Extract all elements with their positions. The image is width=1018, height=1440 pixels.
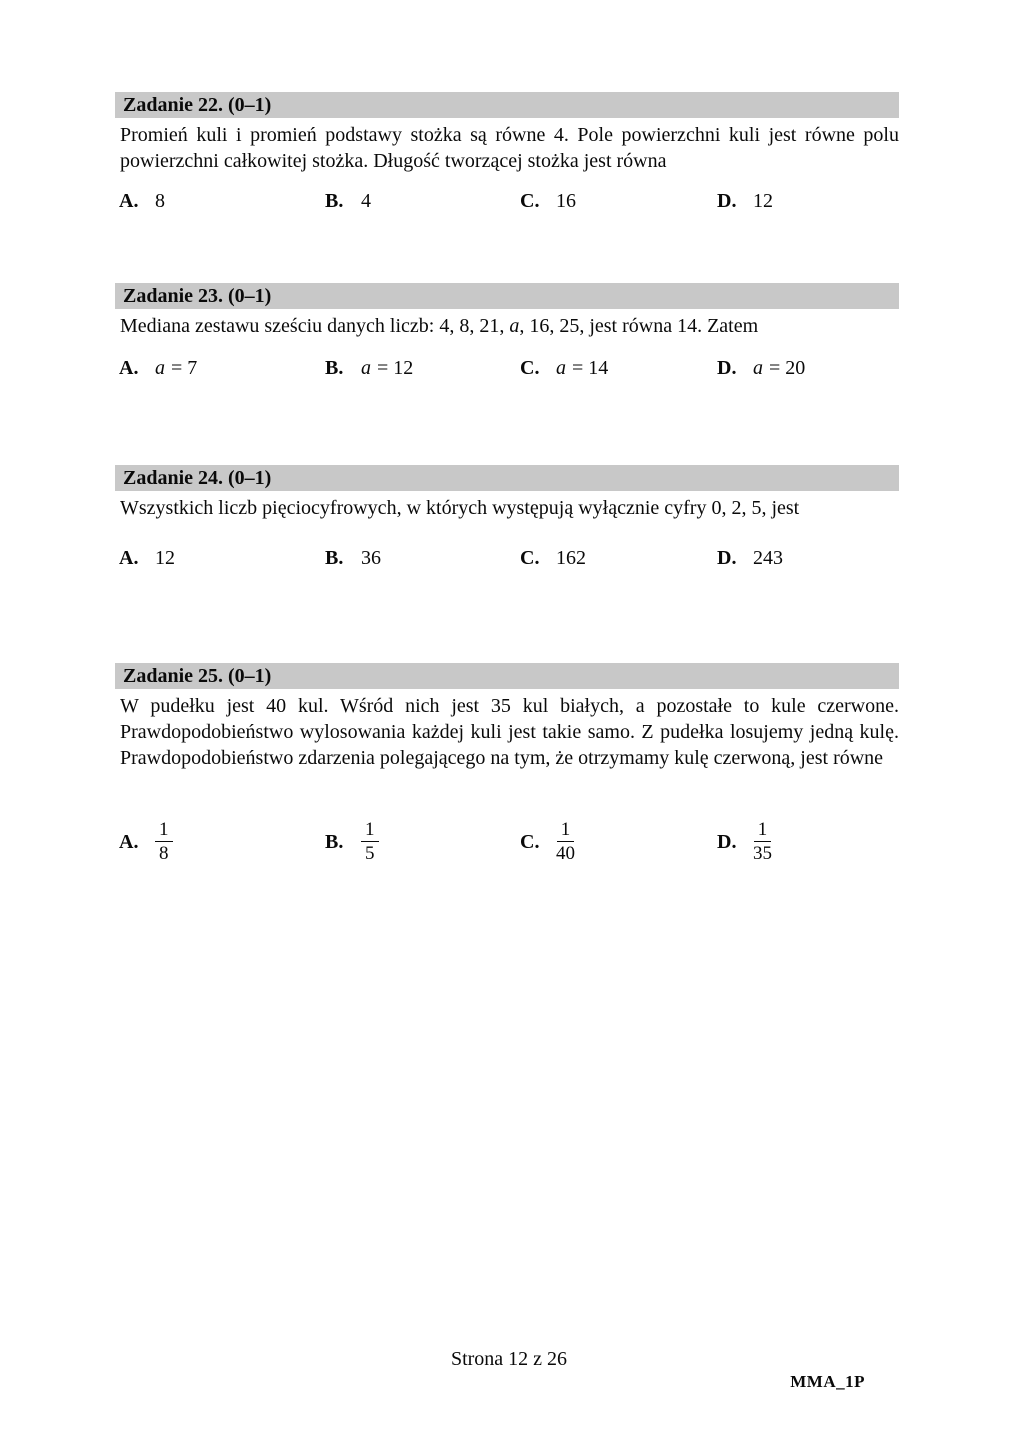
task-25-body: W pudełku jest 40 kul. Wśród nich jest 35 kul białych, a pozostałe to kule czerwone. Prawdopodobieństwo wylosowania każdej kuli jest takie samo. Z pudełka losujemy jedną kulę. Prawdopodobieństwo zdarzenia polegającego na tym, że otrzymamy kulę czerwoną, jest równe	[120, 695, 899, 769]
task-23-title: Zadanie 23. (0–1)	[123, 285, 272, 307]
task-22-header-bar	[115, 92, 899, 118]
answer-value: = 14	[572, 357, 609, 379]
variable-a: a	[753, 357, 763, 379]
answer-letter: B.	[325, 547, 344, 569]
fraction-numerator: 1	[557, 819, 575, 842]
answer-letter: C.	[520, 547, 540, 569]
task-25-answer-a	[119, 819, 173, 864]
answer-value: 162	[556, 547, 586, 569]
task-22-answer-b	[325, 189, 371, 213]
fraction-numerator: 1	[361, 819, 379, 842]
task-23-body	[115, 313, 899, 339]
task-23-answers-row	[115, 356, 899, 412]
fraction-denominator: 35	[753, 843, 772, 864]
task-25-header-bar	[115, 663, 899, 689]
variable-a: a	[509, 315, 520, 337]
answer-value: 12	[155, 547, 175, 569]
answer-letter: A.	[119, 830, 139, 853]
answer-value: = 7	[171, 357, 198, 379]
task-22	[115, 92, 899, 227]
answer-letter: D.	[717, 830, 737, 853]
task-24-body: Wszystkich liczb pięciocyfrowych, w których występują wyłącznie cyfry 0, 2, 5, jest	[120, 497, 800, 519]
answer-value: 243	[753, 547, 783, 569]
fraction-numerator: 1	[754, 819, 772, 842]
fraction	[361, 819, 379, 864]
answer-value: 8	[155, 190, 165, 212]
task-23-header-bar	[115, 283, 899, 309]
task-24-answer-c	[520, 546, 586, 570]
answer-letter: D.	[717, 547, 737, 569]
task-25-answer-c	[520, 819, 575, 864]
fraction-numerator: 1	[155, 819, 173, 842]
answer-value: 36	[361, 547, 381, 569]
task-25-title: Zadanie 25. (0–1)	[123, 665, 272, 687]
answer-letter: C.	[520, 190, 540, 212]
task-25-answer-b	[325, 819, 379, 864]
variable-a: a	[155, 357, 165, 379]
answer-letter: B.	[325, 830, 344, 853]
answer-value: = 20	[769, 357, 806, 379]
task-24-answer-a	[119, 546, 175, 570]
answer-value: 12	[753, 190, 773, 212]
task-24-answer-d	[717, 546, 783, 570]
task-24	[115, 465, 899, 580]
answer-value: 4	[361, 190, 371, 212]
task-24-answer-b	[325, 546, 381, 570]
answer-letter: C.	[520, 357, 540, 379]
variable-a: a	[556, 357, 566, 379]
fraction-denominator: 8	[159, 843, 169, 864]
answer-letter: A.	[119, 547, 139, 569]
answer-letter: B.	[325, 190, 344, 212]
fraction	[155, 819, 173, 864]
body-text: Mediana zestawu sześciu danych liczb: 4, 8, 21,	[120, 315, 510, 337]
task-25	[115, 663, 899, 883]
task-22-answer-c	[520, 189, 576, 213]
task-23-answer-b	[325, 356, 413, 380]
answer-letter: D.	[717, 190, 737, 212]
task-22-answer-d	[717, 189, 773, 213]
task-22-body: Promień kuli i promień podstawy stożka są równe 4. Pole powierzchni kuli jest równe polu powierzchni całkowitej stożka. Długość tworzącej stożka jest równa	[120, 124, 899, 172]
page-number: Strona 12 z 26	[450, 1348, 568, 1370]
answer-value: = 12	[377, 357, 414, 379]
task-23	[115, 283, 899, 393]
task-24-title: Zadanie 24. (0–1)	[123, 467, 272, 489]
task-25-answer-d	[717, 819, 772, 864]
task-22-answer-a	[119, 189, 165, 213]
body-text: , 16, 25, jest równa 14. Zatem	[519, 315, 759, 337]
answer-letter: C.	[520, 830, 540, 853]
answer-letter: A.	[119, 357, 139, 379]
fraction-denominator: 5	[365, 843, 375, 864]
answer-letter: D.	[717, 357, 737, 379]
task-22-answers-row	[115, 189, 899, 245]
task-25-answers-row	[115, 819, 899, 875]
answer-letter: A.	[119, 190, 139, 212]
fraction	[753, 819, 772, 864]
task-23-answer-d	[717, 356, 805, 380]
variable-a: a	[361, 357, 371, 379]
fraction	[556, 819, 575, 864]
task-23-answer-c	[520, 356, 608, 380]
answer-letter: B.	[325, 357, 344, 379]
exam-code: MMA_1P	[790, 1372, 865, 1391]
answer-value: 16	[556, 190, 576, 212]
task-22-title: Zadanie 22. (0–1)	[123, 94, 272, 116]
fraction-denominator: 40	[556, 843, 575, 864]
task-23-answer-a	[119, 356, 197, 380]
task-24-header-bar	[115, 465, 899, 491]
task-24-answers-row	[115, 546, 899, 602]
